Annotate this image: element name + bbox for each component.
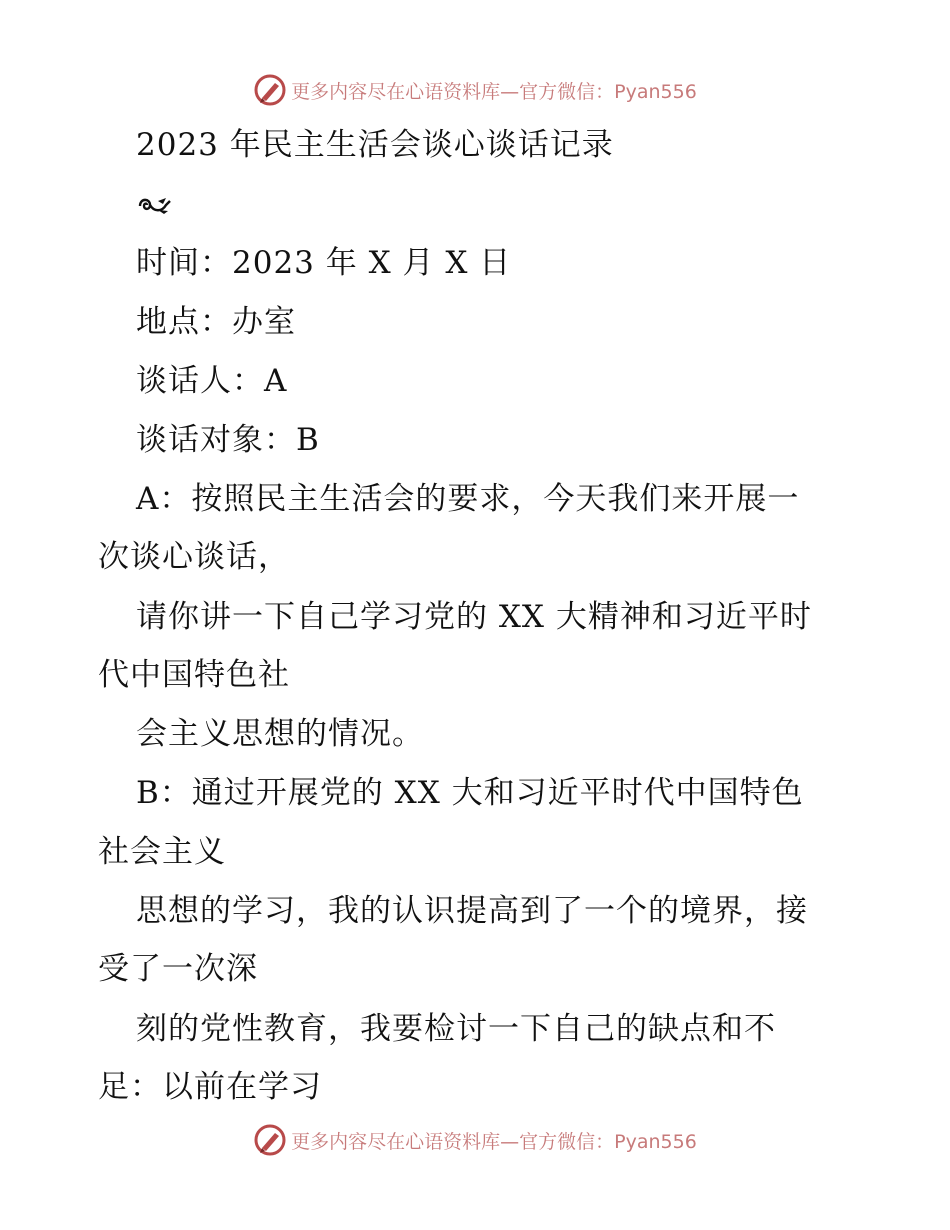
paragraph-line: B：通过开展党的 XX 大和习近平时代中国特色 [136, 775, 804, 811]
paragraph-line: 社会主义 [98, 834, 226, 870]
footer-watermark-banner [0, 1120, 950, 1160]
pen-logo-icon [253, 1123, 287, 1157]
interviewer: 谈话人：A [136, 363, 288, 399]
paragraph-line: 刻的党性教育，我要检讨一下自己的缺点和不 [136, 1011, 776, 1047]
paragraph-line: 思想的学习，我的认识提高到了一个的境界，接 [136, 893, 808, 929]
banner-text: 更多内容尽在心语资料库—官方微信：Pyan556 [291, 80, 697, 103]
paragraph-line: 代中国特色社 [98, 657, 290, 693]
paragraph-line: 次谈心谈话， [98, 539, 290, 575]
paragraph-line: 会主义思想的情况。 [136, 716, 424, 752]
banner-text: 更多内容尽在心语资料库—官方微信：Pyan556 [291, 1130, 697, 1153]
paragraph-line: A：按照民主生活会的要求，今天我们来开展一 [136, 481, 800, 517]
paragraph-line: 请你讲一下自己学习党的 XX 大精神和习近平时 [136, 599, 812, 635]
pen-logo-icon [253, 73, 287, 107]
paragraph-line: 受了一次深 [98, 951, 258, 987]
interviewee: 谈话对象：B [136, 422, 320, 458]
document-title: 2023 年民主生活会谈心谈话记录 [136, 127, 614, 163]
swirl-ornament-icon [134, 192, 174, 218]
paragraph-line: 足：以前在学习 [98, 1069, 322, 1105]
meeting-location: 地点：办室 [136, 304, 296, 340]
meeting-time: 时间：2023 年 X 月 X 日 [136, 245, 512, 281]
header-watermark-banner [0, 70, 950, 110]
